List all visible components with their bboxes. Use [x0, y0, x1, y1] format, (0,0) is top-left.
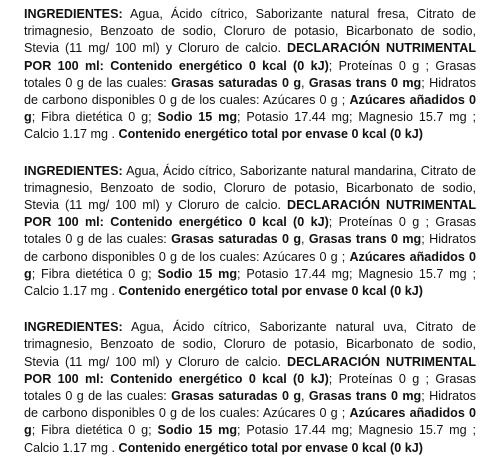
saturated-fat: Grasas saturadas 0 g: [171, 75, 302, 90]
ingredients-text-rest: , Citrato de trimagnesio, Benzoato de sodio, Cloruro de potasio, Bicarbonato de sodio, Stevia (11 mg/ 100 ml) y Cloruro de calcio.: [24, 320, 476, 369]
added-sugars: Azúcares añadidos 0 g: [24, 406, 476, 438]
separator: ,: [301, 232, 309, 247]
separator: ,: [301, 75, 309, 90]
ingredients-heading: INGREDIENTES:: [24, 320, 123, 335]
label-block-uva: [24, 319, 476, 457]
ingredients-text: Agua, Ácido cítrico, Saborizante natural: [130, 7, 378, 21]
protein-fats-text: ; Proteínas 0 g ; Grasas totales 0 g de las cuales:: [24, 371, 476, 404]
trans-fat: Grasas trans 0 mg: [308, 389, 422, 404]
nutrition-heading: DECLARACIÓN NUTRIMENTAL POR 100 ml:: [24, 198, 477, 230]
sodium: Sodio 15 mg: [157, 423, 238, 438]
protein-fats-text: ; Proteínas 0 g ; Grasas totales 0 g de las cuales:: [24, 215, 476, 247]
energy-content: Contenido energético 0 kcal (0 kJ): [110, 58, 329, 73]
energy-content: Contenido energético 0 kcal (0 kJ): [110, 215, 329, 230]
ingredients-text-rest: , Citrato de trimagnesio, Benzoato de sodio, Cloruro de potasio, Bicarbonato de sodio, Stevia (11 mg/ 100 ml) y Cloruro de calcio.: [24, 163, 476, 213]
sodium: Sodio 15 mg: [157, 110, 238, 125]
label-block-fresa: [24, 6, 476, 144]
total-energy: Contenido energético total por envase 0 kcal (0 kJ): [118, 127, 423, 142]
saturated-fat: Grasas saturadas 0 g: [171, 232, 302, 247]
minerals-text: ; Potasio 17.44 mg; Magnesio 15.7 mg ; Calcio 1.17 mg .: [24, 423, 476, 455]
carbs-text: ; Hidratos de carbono disponibles 0 g de los cuales: Azúcares 0 g ;: [24, 389, 476, 421]
ingredients-heading: INGREDIENTES:: [24, 163, 123, 178]
protein-fats-text: ; Proteínas 0 g ; Grasas totales 0 g de las cuales:: [24, 58, 476, 90]
minerals-text: ; Potasio 17.44 mg; Magnesio 15.7 mg ; Calcio 1.17 mg .: [24, 266, 476, 299]
carbs-text: ; Hidratos de carbono disponibles 0 g de los cuales: Azúcares 0 g ;: [24, 75, 476, 108]
flavor-name: uva: [383, 320, 404, 335]
sodium: Sodio 15 mg: [157, 266, 238, 281]
total-energy: Contenido energético total por envase 0 kcal (0 kJ): [118, 440, 423, 455]
ingredients-heading: INGREDIENTES:: [24, 7, 123, 21]
label-block-mandarina: [24, 163, 476, 301]
ingredients-text: Agua, Ácido cítrico, Saborizante natural: [130, 320, 384, 335]
separator: ,: [301, 389, 309, 404]
trans-fat: Grasas trans 0 mg: [308, 232, 422, 247]
minerals-text: ; Potasio 17.44 mg; Magnesio 15.7 mg ; Calcio 1.17 mg .: [24, 110, 476, 142]
energy-content: Contenido energético 0 kcal (0 kJ): [110, 371, 329, 386]
flavor-name: mandarina: [353, 163, 414, 178]
fiber-text: ; Fibra dietética 0 g;: [31, 266, 158, 281]
nutrition-heading: DECLARACIÓN NUTRIMENTAL POR 100 ml:: [24, 354, 477, 386]
saturated-fat: Grasas saturadas 0 g: [171, 389, 302, 404]
fiber-text: ; Fibra dietética 0 g;: [31, 110, 158, 125]
carbs-text: ; Hidratos de carbono disponibles 0 g de los cuales: Azúcares 0 g ;: [24, 232, 476, 264]
added-sugars: Azúcares añadidos 0 g: [24, 93, 476, 125]
nutrition-heading: DECLARACIÓN NUTRIMENTAL POR 100 ml:: [24, 41, 477, 73]
added-sugars: Azúcares añadidos 0 g: [24, 249, 476, 281]
trans-fat: Grasas trans 0 mg: [308, 75, 422, 90]
flavor-name: fresa: [377, 7, 406, 21]
total-energy: Contenido energético total por envase 0 kcal (0 kJ): [118, 284, 423, 299]
ingredients-text: Agua, Ácido cítrico, Saborizante natural: [126, 163, 354, 178]
ingredients-text-rest: , Citrato de trimagnesio, Benzoato de sodio, Cloruro de potasio, Bicarbonato de sodio, Stevia (11 mg/ 100 ml) y Cloruro de calcio.: [24, 7, 476, 56]
fiber-text: ; Fibra dietética 0 g;: [31, 423, 158, 438]
